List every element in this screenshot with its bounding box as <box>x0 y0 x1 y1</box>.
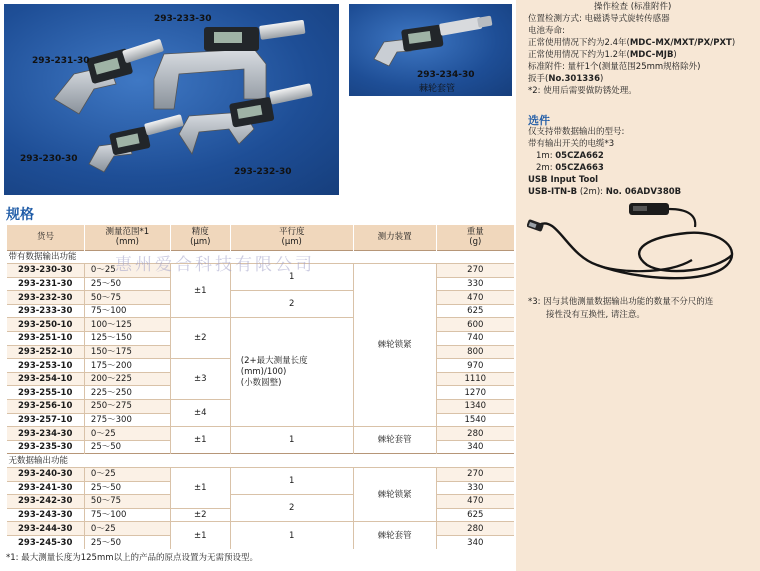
info-line: 操作检查 (标准附件) <box>594 2 672 12</box>
photo-label-293-230-30: 293-230-30 <box>20 154 78 164</box>
force-cell: 棘轮套管 <box>353 522 436 549</box>
options-line: USB Input Tool <box>528 175 599 185</box>
accuracy-cell: ±1 <box>170 468 230 509</box>
weight-cell: 470 <box>436 495 514 509</box>
model-cell: 293-254-10 <box>7 372 85 386</box>
note-3-line-2: 接性没有互换性, 请注意。 <box>546 310 645 320</box>
weight-cell: 270 <box>436 264 514 278</box>
range-cell: 25～50 <box>84 481 170 495</box>
model-cell: 293-252-10 <box>7 345 85 359</box>
product-photo-side <box>349 4 512 96</box>
range-cell: 250～275 <box>84 400 170 414</box>
force-cell: 棘轮套管 <box>353 427 436 454</box>
options-line: 1m: 05CZA662 <box>536 151 604 161</box>
info-line: 位置检测方式: 电磁诱导式旋转传感器 <box>528 14 670 24</box>
range-cell: 75～100 <box>84 508 170 522</box>
weight-cell: 330 <box>436 481 514 495</box>
parallelism-cell: 1 <box>230 468 353 495</box>
weight-cell: 280 <box>436 427 514 441</box>
model-cell: 293-251-10 <box>7 332 85 346</box>
accuracy-cell: ±1 <box>170 522 230 549</box>
range-cell: 0～25 <box>84 427 170 441</box>
range-cell: 225～250 <box>84 386 170 400</box>
product-photo-main <box>4 4 339 195</box>
model-cell: 293-256-10 <box>7 400 85 414</box>
range-cell: 175～200 <box>84 359 170 373</box>
weight-cell: 270 <box>436 468 514 482</box>
header-range: 测量范围*1 (mm) <box>84 225 170 250</box>
range-cell: 25～50 <box>84 535 170 549</box>
parallelism-cell: 1 <box>230 427 353 454</box>
range-cell: 50～75 <box>84 495 170 509</box>
range-cell: 150～175 <box>84 345 170 359</box>
weight-cell: 280 <box>436 522 514 536</box>
model-cell: 293-235-30 <box>7 440 85 454</box>
header-parallelism: 平行度 (μm) <box>230 225 353 250</box>
weight-cell: 625 <box>436 508 514 522</box>
accuracy-cell: ±4 <box>170 400 230 427</box>
force-cell: 棘轮锁紧 <box>353 468 436 522</box>
model-cell: 293-230-30 <box>7 264 85 278</box>
info-line: 正常使用情况下约为2.4年(MDC-MX/MXT/PX/PXT) <box>528 38 736 48</box>
photo-label-293-234-30: 293-234-30 <box>417 70 475 80</box>
model-cell: 293-244-30 <box>7 522 85 536</box>
accuracy-cell: ±2 <box>170 318 230 359</box>
parallelism-formula-cell: (2+最大测量长度(mm)/100) (小数圆整) <box>230 318 353 427</box>
range-cell: 0～25 <box>84 522 170 536</box>
model-cell: 293-233-30 <box>7 304 85 318</box>
accuracy-cell: ±1 <box>170 264 230 318</box>
weight-cell: 1340 <box>436 400 514 414</box>
info-line: 扳手(No.301336) <box>528 74 604 84</box>
model-cell: 293-245-30 <box>7 535 85 549</box>
table-row <box>7 522 515 536</box>
info-line: *2: 使用后需要做防锈处理。 <box>528 86 637 96</box>
parallelism-cell: 2 <box>230 495 353 522</box>
model-cell: 293-242-30 <box>7 495 85 509</box>
weight-cell: 625 <box>436 304 514 318</box>
options-line: 仅支持带数据输出的型号: <box>528 127 625 137</box>
range-cell: 25～50 <box>84 440 170 454</box>
header-weight: 重量 (g) <box>436 225 514 250</box>
photo-label-293-231-30: 293-231-30 <box>32 56 90 66</box>
model-cell: 293-234-30 <box>7 427 85 441</box>
accuracy-cell: ±2 <box>170 508 230 522</box>
range-cell: 125～150 <box>84 332 170 346</box>
usb-cable-image <box>527 195 752 295</box>
model-cell: 293-231-30 <box>7 277 85 291</box>
options-line: 带有输出开关的电缆*3 <box>528 139 615 149</box>
weight-cell: 330 <box>436 277 514 291</box>
photo-label-293-232-30: 293-232-30 <box>234 167 292 177</box>
model-cell: 293-243-30 <box>7 508 85 522</box>
range-cell: 275～300 <box>84 413 170 427</box>
range-cell: 200～225 <box>84 372 170 386</box>
options-line: USB-ITN-B (2m): No. 06ADV380B <box>528 187 682 197</box>
table-row <box>7 495 515 509</box>
options-title: 选件 <box>528 114 550 127</box>
range-cell: 75～100 <box>84 304 170 318</box>
model-cell: 293-241-30 <box>7 481 85 495</box>
weight-cell: 1110 <box>436 372 514 386</box>
range-cell: 50～75 <box>84 291 170 305</box>
weight-cell: 1540 <box>436 413 514 427</box>
photo-label-293-233-30: 293-233-30 <box>154 14 212 24</box>
weight-cell: 740 <box>436 332 514 346</box>
weight-cell: 970 <box>436 359 514 373</box>
header-model: 货号 <box>7 225 85 250</box>
group-with-data-output: 带有数据输出功能 <box>7 250 515 264</box>
parallelism-cell: 1 <box>230 264 353 291</box>
header-measuring-force: 测力装置 <box>353 225 436 250</box>
note-3-line-1: *3: 因与其他测量数据输出功能的数量不分尺的连 <box>528 297 714 307</box>
table-row <box>7 318 515 332</box>
info-line: 电池寿命: <box>528 26 565 36</box>
accuracy-cell: ±1 <box>170 427 230 454</box>
info-line: 标准附件: 量杆1个(测量范围25mm规格除外) <box>528 62 701 72</box>
weight-cell: 470 <box>436 291 514 305</box>
weight-cell: 340 <box>436 535 514 549</box>
table-header-row <box>7 225 515 250</box>
range-cell: 100～125 <box>84 318 170 332</box>
table-row <box>7 468 515 482</box>
spec-title: 规格 <box>6 207 34 223</box>
parallelism-cell: 2 <box>230 291 353 318</box>
model-cell: 293-250-10 <box>7 318 85 332</box>
model-cell: 293-255-10 <box>7 386 85 400</box>
range-cell: 0～25 <box>84 264 170 278</box>
group-without-data-output: 无数据输出功能 <box>7 454 515 468</box>
options-line: 2m: 05CZA663 <box>536 163 604 173</box>
model-cell: 293-257-10 <box>7 413 85 427</box>
photo-label-ratchet-sleeve: 棘轮套管 <box>419 84 456 94</box>
table-row <box>7 291 515 305</box>
range-cell: 25～50 <box>84 277 170 291</box>
info-line: 正常使用情况下约为1.2年(MDC-MJB) <box>528 50 677 60</box>
footnote: *1: 最大测量长度为125mm以上的产品的原点设置为无需预设型。 <box>6 553 259 563</box>
range-cell: 0～25 <box>84 468 170 482</box>
model-cell: 293-253-10 <box>7 359 85 373</box>
force-cell: 棘轮锁紧 <box>353 264 436 427</box>
weight-cell: 340 <box>436 440 514 454</box>
weight-cell: 1270 <box>436 386 514 400</box>
weight-cell: 600 <box>436 318 514 332</box>
watermark-text: 惠州爱合科技有限公司 <box>115 255 315 275</box>
table-row <box>7 427 515 441</box>
model-cell: 293-240-30 <box>7 468 85 482</box>
parallelism-cell: 1 <box>230 522 353 549</box>
header-accuracy: 精度 (μm) <box>170 225 230 250</box>
weight-cell: 800 <box>436 345 514 359</box>
model-cell: 293-232-30 <box>7 291 85 305</box>
accuracy-cell: ±3 <box>170 359 230 400</box>
